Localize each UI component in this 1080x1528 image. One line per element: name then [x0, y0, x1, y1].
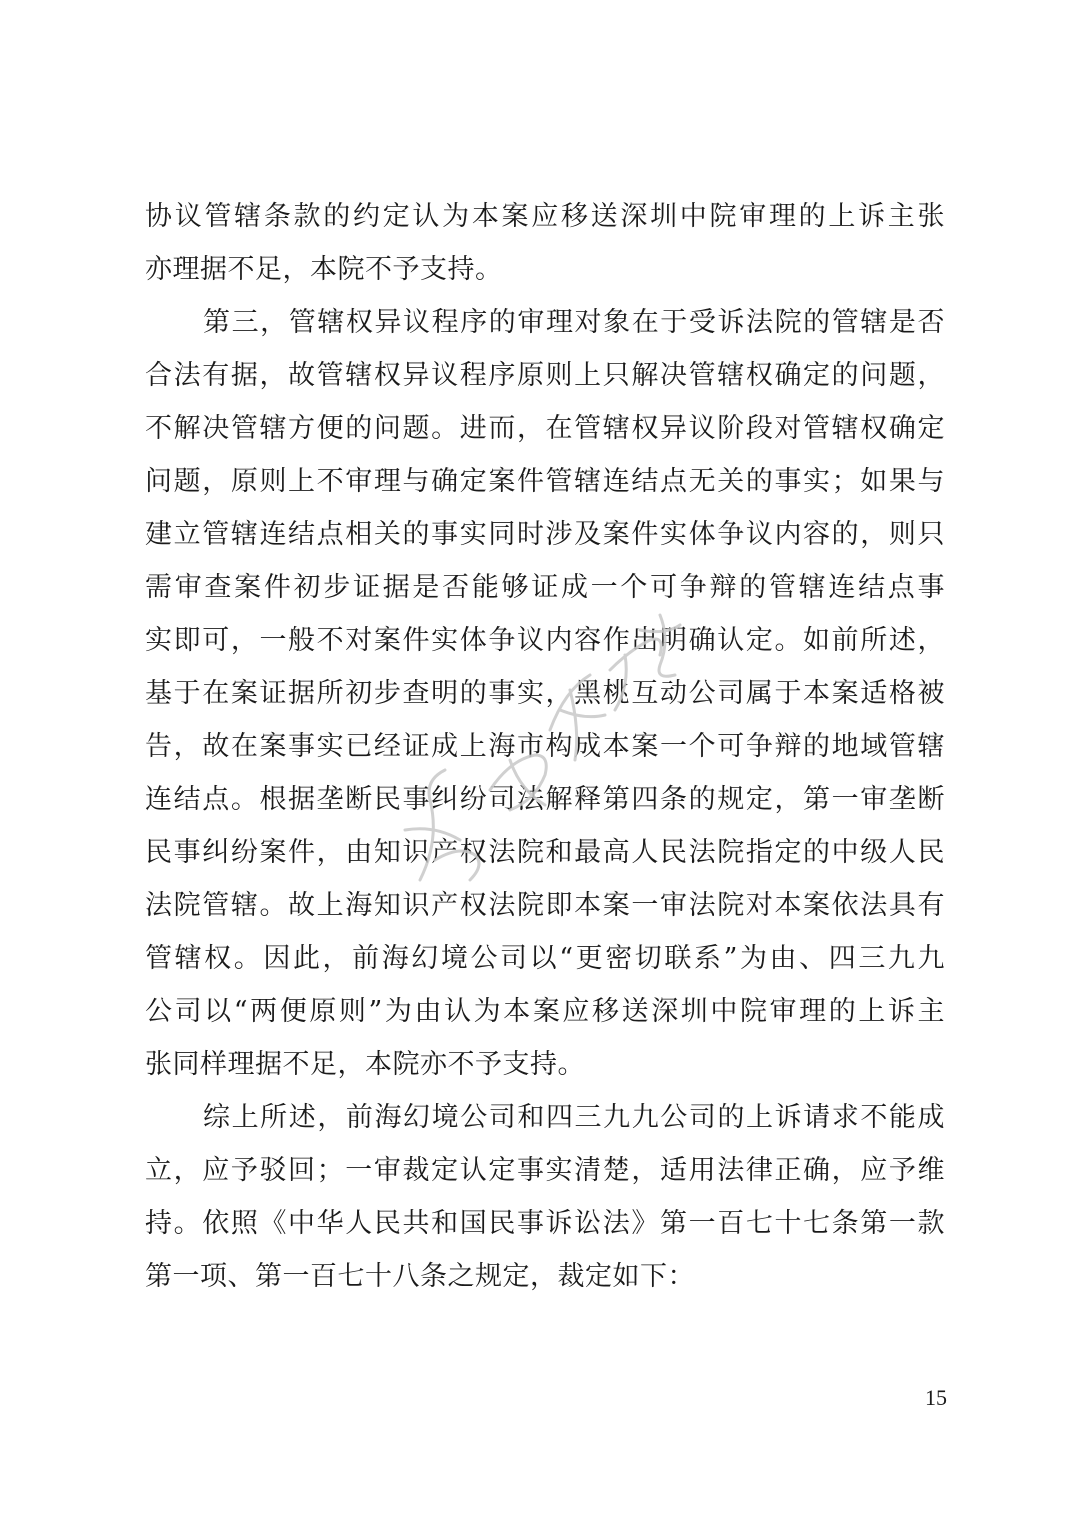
- text-line: 法院管辖。故上海知识产权法院即本案一审法院对本案依法具有: [145, 890, 945, 921]
- text-line: 第一项、第一百七十八条之规定，裁定如下：: [145, 1261, 695, 1292]
- text-line: 亦理据不足，本院不予支持。: [145, 254, 503, 285]
- paragraph-1: [145, 190, 945, 296]
- text-line: 不解决管辖方便的问题。进而，在管辖权异议阶段对管辖权确定: [145, 413, 945, 444]
- text-line: 张同样理据不足，本院亦不予支持。: [145, 1049, 585, 1080]
- paragraph-3: [145, 1091, 945, 1303]
- paragraph-2: [145, 296, 945, 1091]
- text-line: 管辖权。因此，前海幻境公司以“更密切联系”为由、四三九九: [145, 943, 945, 974]
- page-number: 15: [925, 1385, 947, 1410]
- text-line: 民事纠纷案件，由知识产权法院和最高人民法院指定的中级人民: [145, 837, 945, 868]
- text-line: 公司以“两便原则”为由认为本案应移送深圳中院审理的上诉主: [145, 996, 945, 1027]
- text-line: 问题，原则上不审理与确定案件管辖连结点无关的事实；如果与: [145, 466, 945, 497]
- document-body: [145, 190, 945, 1303]
- text-line: 综上所述，前海幻境公司和四三九九公司的上诉请求不能成: [203, 1102, 945, 1133]
- text-line: 连结点。根据垄断民事纠纷司法解释第四条的规定，第一审垄断: [145, 784, 945, 815]
- text-line: 持。依照《中华人民共和国民事诉讼法》第一百七十七条第一款: [145, 1208, 945, 1239]
- text-line: 协议管辖条款的约定认为本案应移送深圳中院审理的上诉主张: [145, 201, 945, 232]
- text-line: 实即可，一般不对案件实体争议内容作出明确认定。如前所述，: [145, 625, 945, 656]
- text-line: 立，应予驳回；一审裁定认定事实清楚，适用法律正确，应予维: [145, 1155, 945, 1186]
- text-line: 建立管辖连结点相关的事实同时涉及案件实体争议内容的，则只: [145, 519, 945, 550]
- text-line: 告，故在案事实已经证成上海市构成本案一个可争辩的地域管辖: [145, 731, 945, 762]
- text-line: 合法有据，故管辖权异议程序原则上只解决管辖权确定的问题，: [145, 360, 945, 391]
- text-line: 基于在案证据所初步查明的事实，黑桃互动公司属于本案适格被: [145, 678, 945, 709]
- text-line: 第三，管辖权异议程序的审理对象在于受诉法院的管辖是否: [203, 307, 945, 338]
- text-line: 需审查案件初步证据是否能够证成一个可争辩的管辖连结点事: [145, 572, 945, 603]
